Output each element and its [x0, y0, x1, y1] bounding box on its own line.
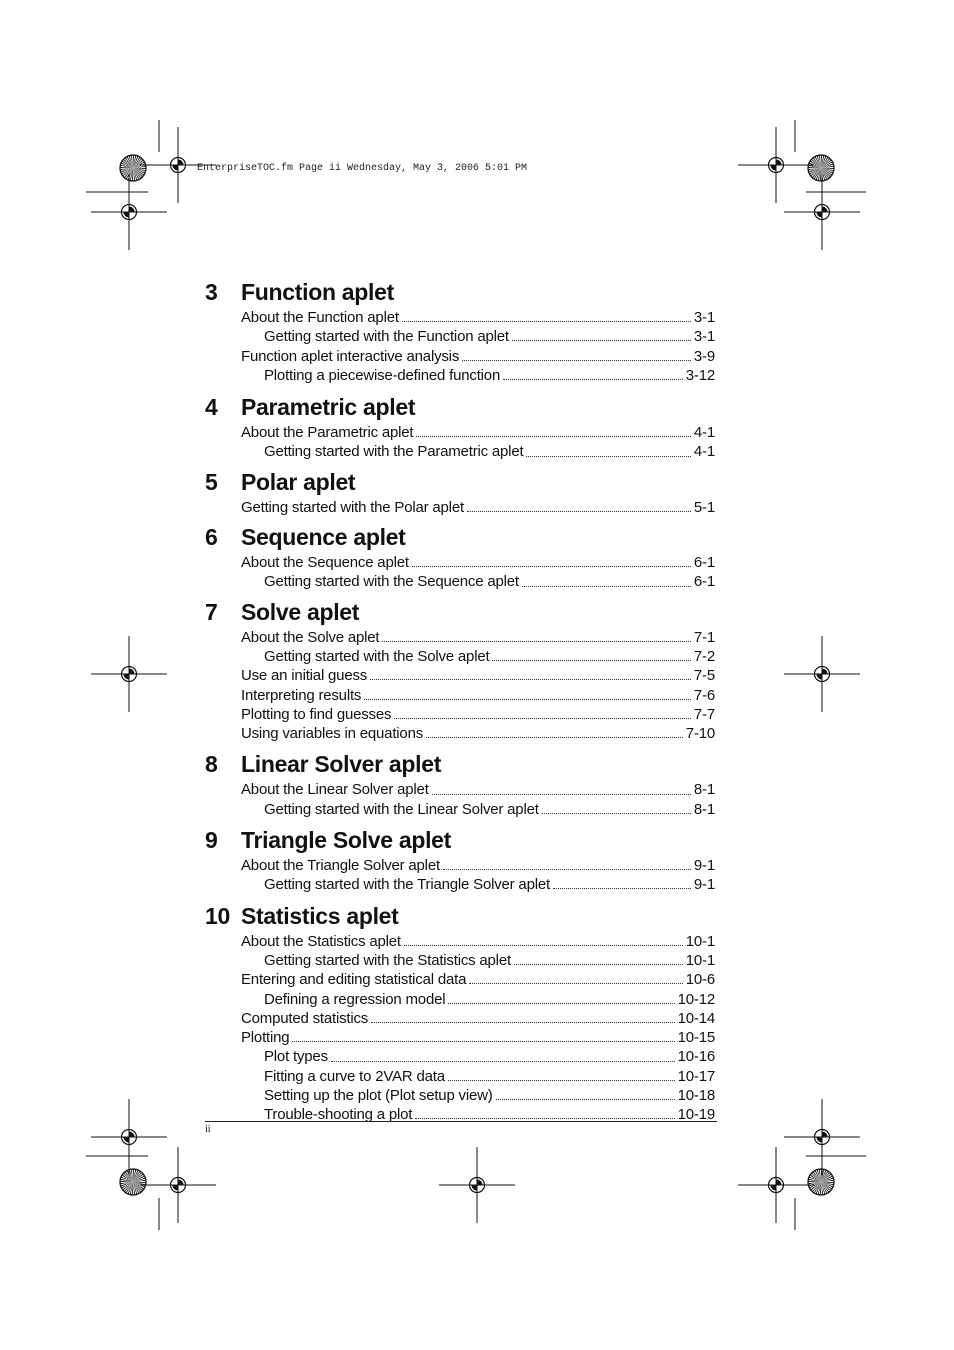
chapter-heading[interactable]	[205, 393, 715, 421]
dot-leader	[394, 717, 691, 719]
toc-entry-page: 10-14	[677, 1009, 715, 1027]
chapter-section	[205, 468, 715, 517]
toc-entry-title: Entering and editing statistical data	[241, 971, 467, 989]
dot-leader	[542, 812, 691, 814]
dot-leader	[370, 678, 691, 680]
toc-entry-title: Getting started with the Function aplet	[264, 328, 509, 346]
starburst-target-icon	[120, 155, 146, 181]
chapter-number: 10	[205, 902, 230, 929]
dot-leader	[469, 982, 683, 984]
toc-entry[interactable]	[205, 1009, 715, 1028]
dot-leader	[496, 1098, 675, 1100]
crosshair-registration-icon	[140, 1147, 216, 1223]
toc-entry[interactable]	[205, 628, 715, 647]
dot-leader	[432, 793, 691, 795]
toc-entry-title: Plotting a piecewise-defined function	[264, 366, 501, 384]
crosshair-registration-icon	[784, 174, 860, 250]
toc-entry-page: 7-7	[693, 705, 715, 723]
toc-entry-page: 10-17	[677, 1067, 715, 1085]
toc-entry[interactable]	[205, 856, 715, 875]
toc-entry[interactable]	[205, 705, 715, 724]
chapter-number: 5	[205, 468, 218, 495]
crosshair-registration-icon	[91, 1099, 167, 1175]
dot-leader	[514, 963, 683, 965]
toc-entry[interactable]	[205, 347, 715, 366]
toc-entry[interactable]	[205, 686, 715, 705]
chapter-title: Linear Solver aplet	[241, 751, 442, 778]
starburst-target-icon	[808, 1169, 834, 1195]
toc-entry[interactable]	[205, 1067, 715, 1086]
chapter-number: 4	[205, 394, 218, 421]
toc-entry-page: 4-1	[693, 443, 715, 461]
toc-entry-title: Fitting a curve to 2VAR data	[264, 1067, 445, 1085]
crosshair-registration-icon	[784, 636, 860, 712]
toc-entry-page: 7-6	[693, 686, 715, 704]
toc-entry[interactable]	[205, 970, 715, 989]
dot-leader	[448, 1002, 674, 1004]
chapter-title: Statistics aplet	[241, 902, 399, 929]
toc-entry-page: 9-1	[693, 857, 715, 875]
crosshair-registration-icon	[784, 1099, 860, 1175]
toc-entry-title: Getting started with the Triangle Solver aplet	[264, 876, 550, 894]
chapter-section	[205, 902, 715, 1125]
footer-page-number: ii	[205, 1124, 211, 1135]
crosshair-registration-icon	[738, 1147, 814, 1223]
toc-entry-page: 3-1	[693, 309, 715, 326]
chapter-heading[interactable]	[205, 278, 715, 306]
toc-entry-page: 4-1	[693, 424, 715, 442]
toc-entry[interactable]	[205, 724, 715, 743]
toc-entry-title: About the Function aplet	[241, 309, 399, 326]
toc-entry-page: 6-1	[693, 554, 715, 572]
table-of-contents	[205, 278, 715, 1125]
chapter-title: Solve aplet	[241, 598, 360, 625]
toc-entry-title: About the Parametric aplet	[241, 424, 414, 442]
chapter-heading[interactable]	[205, 468, 715, 496]
toc-entry-title: Getting started with the Linear Solver aplet	[264, 800, 539, 818]
toc-entry[interactable]	[205, 423, 715, 442]
toc-entry-title: Defining a regression model	[264, 990, 446, 1008]
chapter-section	[205, 750, 715, 819]
chapter-section	[205, 826, 715, 895]
toc-entry-title: Plotting to find guesses	[241, 705, 392, 723]
chapter-heading[interactable]	[205, 826, 715, 854]
dot-leader	[503, 378, 683, 380]
chapter-heading[interactable]	[205, 902, 715, 930]
toc-entry-page: 10-18	[677, 1087, 715, 1105]
starburst-target-icon	[808, 155, 834, 181]
toc-entry[interactable]	[205, 932, 715, 951]
chapter-number: 3	[205, 279, 218, 305]
crosshair-registration-icon	[140, 127, 216, 203]
toc-entry-title: Getting started with the Sequence aplet	[264, 573, 519, 591]
dot-leader	[382, 640, 691, 642]
toc-entry-title: About the Linear Solver aplet	[241, 781, 429, 799]
toc-entry[interactable]	[205, 990, 715, 1009]
crosshair-registration-icon	[91, 174, 167, 250]
toc-entry-page: 10-16	[677, 1048, 715, 1066]
chapter-section	[205, 393, 715, 462]
crosshair-registration-icon	[91, 636, 167, 712]
starburst-target-icon	[120, 1169, 146, 1195]
toc-entry[interactable]	[205, 308, 715, 327]
toc-entry[interactable]	[205, 1028, 715, 1047]
chapter-title: Sequence aplet	[241, 524, 406, 551]
toc-entry[interactable]	[205, 647, 715, 666]
toc-entry-page: 3-12	[685, 366, 715, 384]
dot-leader	[404, 944, 683, 946]
toc-entry-title: Getting started with the Statistics aplet	[264, 951, 511, 969]
toc-entry-page: 7-1	[693, 628, 715, 646]
dot-leader	[402, 320, 691, 322]
dot-leader	[426, 736, 683, 738]
toc-entry-title: Use an initial guess	[241, 667, 368, 685]
toc-entry[interactable]	[205, 442, 715, 461]
toc-entry-page: 10-12	[677, 990, 715, 1008]
dot-leader	[553, 887, 691, 889]
toc-entry-title: About the Triangle Solver aplet	[241, 857, 440, 875]
chapter-title: Triangle Solve aplet	[241, 827, 452, 854]
dot-leader	[492, 659, 690, 661]
toc-entry[interactable]	[205, 875, 715, 894]
dot-leader	[412, 565, 691, 567]
toc-entry[interactable]	[205, 780, 715, 799]
toc-entry-page: 8-1	[693, 781, 715, 799]
print-header: EnterpriseTOC.fm Page ii Wednesday, May 3, 2006 5:01 PM	[197, 163, 528, 174]
toc-entry-title: Getting started with the Polar aplet	[241, 498, 464, 516]
toc-entry-page: 8-1	[693, 800, 715, 818]
toc-entry-page: 5-1	[693, 498, 715, 516]
toc-entry-page: 10-15	[677, 1029, 715, 1047]
chapter-title: Parametric aplet	[241, 394, 416, 421]
dot-leader	[526, 455, 690, 457]
toc-entry[interactable]	[205, 800, 715, 819]
toc-entry-title: Using variables in equations	[241, 725, 424, 743]
toc-entry-page: 3-1	[693, 328, 715, 346]
dot-leader	[364, 698, 691, 700]
chapter-heading[interactable]	[205, 523, 715, 551]
toc-entry-title: Plot types	[264, 1048, 328, 1066]
chapter-heading[interactable]	[205, 598, 715, 626]
toc-entry-title: Computed statistics	[241, 1009, 369, 1027]
chapter-section	[205, 598, 715, 744]
toc-entry-title: Getting started with the Solve aplet	[264, 647, 490, 665]
toc-entry-title: Function aplet interactive analysis	[241, 347, 460, 365]
toc-entry[interactable]	[205, 366, 715, 385]
dot-leader	[467, 510, 691, 512]
toc-entry[interactable]	[205, 666, 715, 685]
toc-entry[interactable]	[205, 572, 715, 591]
toc-entry-page: 10-19	[677, 1106, 715, 1124]
toc-entry-page: 7-2	[693, 647, 715, 665]
toc-entry-page: 7-10	[685, 725, 715, 743]
chapter-section	[205, 278, 715, 385]
chapter-title: Polar aplet	[241, 468, 356, 495]
chapter-number: 9	[205, 827, 218, 854]
toc-entry-page: 9-1	[693, 876, 715, 894]
dot-leader	[462, 359, 691, 361]
crosshair-registration-icon	[439, 1147, 515, 1223]
chapter-section	[205, 523, 715, 592]
footer-rule	[205, 1121, 717, 1122]
dot-leader	[443, 868, 691, 870]
dot-leader	[512, 339, 691, 341]
chapter-heading[interactable]	[205, 750, 715, 778]
toc-entry-page: 10-1	[685, 951, 715, 969]
toc-entry-title: Interpreting results	[241, 686, 362, 704]
toc-entry-title: Getting started with the Parametric aplet	[264, 443, 524, 461]
toc-entry-page: 6-1	[693, 573, 715, 591]
toc-entry[interactable]	[205, 1086, 715, 1105]
dot-leader	[331, 1060, 675, 1062]
toc-entry[interactable]	[205, 951, 715, 970]
toc-entry[interactable]	[205, 553, 715, 572]
toc-entry[interactable]	[205, 498, 715, 517]
toc-entry-title: About the Solve aplet	[241, 628, 380, 646]
crosshair-registration-icon	[738, 127, 814, 203]
toc-entry-page: 7-5	[693, 667, 715, 685]
toc-entry-page: 10-6	[685, 971, 715, 989]
toc-entry-title: Setting up the plot (Plot setup view)	[264, 1087, 493, 1105]
chapter-number: 8	[205, 751, 218, 778]
toc-entry-title: Trouble-shooting a plot	[264, 1106, 413, 1124]
dot-leader	[415, 1117, 674, 1119]
toc-entry[interactable]	[205, 1047, 715, 1066]
chapter-title: Function aplet	[241, 279, 394, 305]
toc-entry-title: Plotting	[241, 1029, 290, 1047]
toc-entry[interactable]	[205, 327, 715, 346]
toc-entry-page: 3-9	[693, 347, 715, 365]
toc-entry-title: About the Sequence aplet	[241, 554, 409, 572]
toc-entry-page: 10-1	[685, 932, 715, 950]
dot-leader	[371, 1021, 675, 1023]
chapter-number: 6	[205, 524, 218, 551]
dot-leader	[522, 585, 691, 587]
toc-entry-title: About the Statistics aplet	[241, 932, 401, 950]
dot-leader	[416, 435, 691, 437]
dot-leader	[292, 1040, 674, 1042]
chapter-number: 7	[205, 598, 218, 625]
dot-leader	[448, 1079, 675, 1081]
